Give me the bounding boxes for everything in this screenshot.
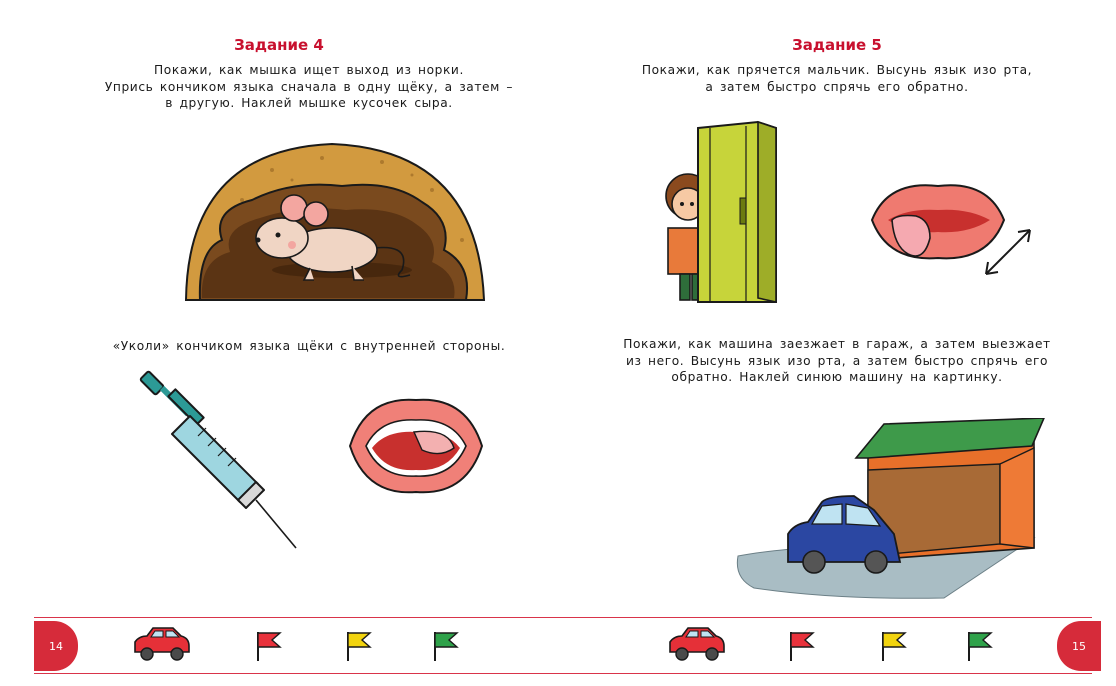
- two-way-arrow-icon: [978, 222, 1038, 282]
- instruction-line: Покажи, как прячется мальчик. Высунь язык изо рта,: [641, 63, 1033, 77]
- flag-yellow-icon: [345, 630, 373, 662]
- task-title: Задание 5: [792, 36, 882, 54]
- flag-yellow-icon: [880, 630, 908, 662]
- page-number: 14: [34, 621, 78, 671]
- task-instruction-2: [558, 336, 1116, 386]
- footer-line-top: [34, 617, 558, 618]
- boy-hiding-behind-wardrobe-illustration: [658, 118, 828, 306]
- footer-line-bottom: [34, 673, 558, 674]
- page-number: 15: [1057, 621, 1101, 671]
- task-title: Задание 4: [234, 36, 324, 54]
- instruction-line: в другую. Наклей мышке кусочек сыра.: [165, 96, 453, 110]
- flag-green-icon: [966, 630, 994, 662]
- mouse-burrow-illustration: [182, 140, 492, 310]
- right-page: [558, 0, 1116, 686]
- task-instruction: [558, 62, 1116, 95]
- instruction-line: обратно. Наклей синюю машину на картинку.: [671, 370, 1003, 384]
- open-mouth-illustration: [346, 392, 486, 500]
- task-instruction: [0, 62, 618, 112]
- car-icon: [131, 624, 191, 664]
- flag-red-icon: [788, 630, 816, 662]
- flag-red-icon: [255, 630, 283, 662]
- task-instruction-2: «Уколи» кончиком языка щёки с внутренней стороны.: [112, 339, 506, 353]
- instruction-line: Упрись кончиком языка сначала в одну щёку, а затем –: [104, 79, 514, 94]
- car-icon: [666, 624, 726, 664]
- instruction-line: Покажи, как мышка ищет выход из норки.: [154, 63, 464, 77]
- instruction-line: а затем быстро спрячь его обратно.: [705, 79, 969, 94]
- footer-line-top: [558, 617, 1092, 618]
- instruction-line: Покажи, как машина заезжает в гараж, а затем выезжает: [623, 337, 1051, 351]
- syringe-illustration: [128, 366, 303, 556]
- garage-with-car-illustration: [734, 418, 1064, 602]
- instruction-line: из него. Высунь язык изо рта, а затем быстро спрячь его: [625, 353, 1049, 368]
- flag-green-icon: [432, 630, 460, 662]
- footer-line-bottom: [558, 673, 1092, 674]
